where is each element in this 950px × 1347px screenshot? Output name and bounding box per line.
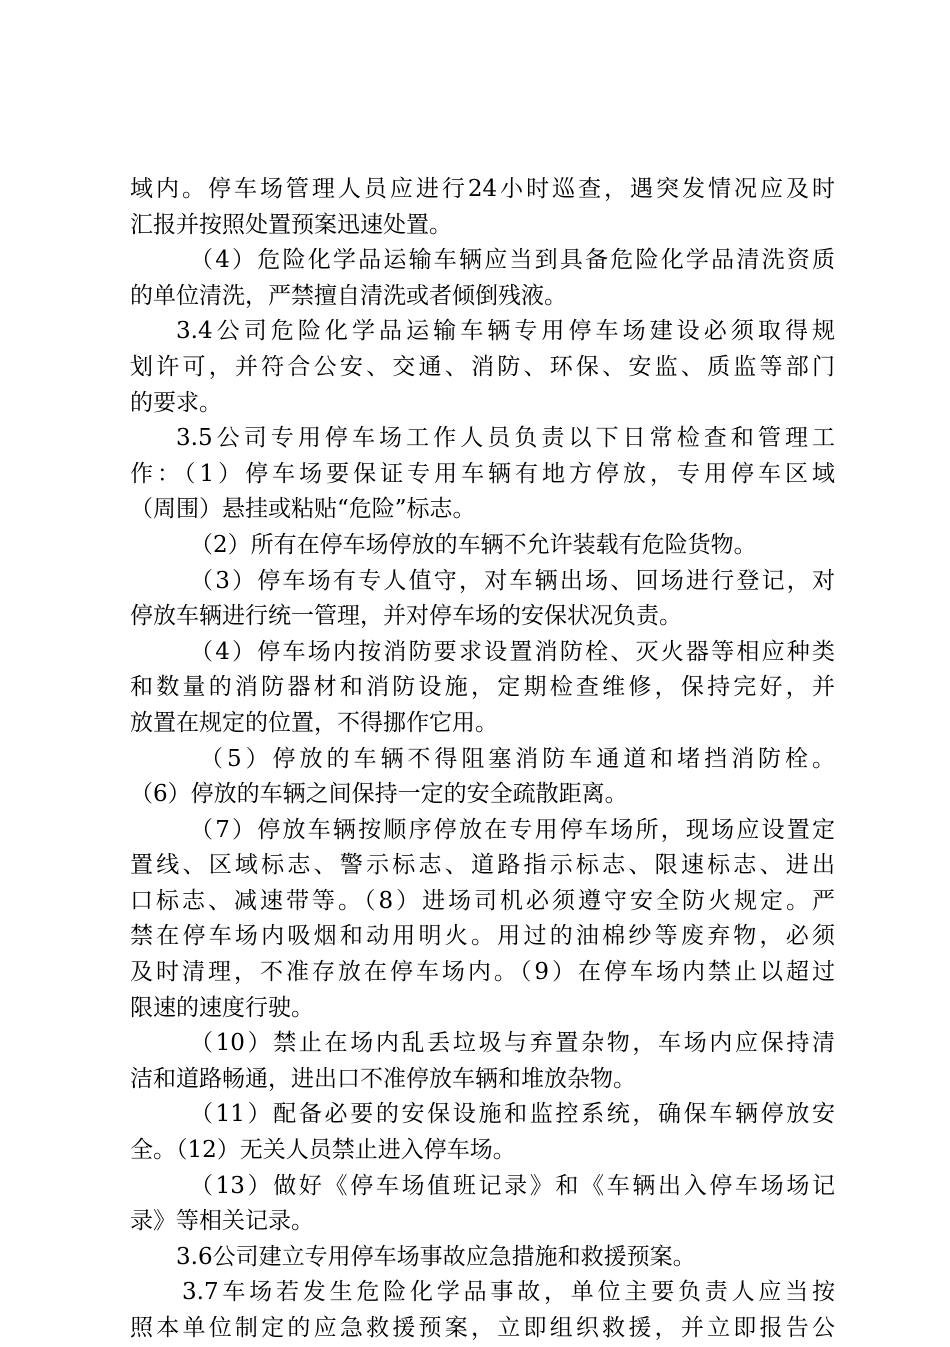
text-line: （5）停放的车辆不得阻塞消防车通道和堵挡消防栓。 bbox=[200, 745, 835, 772]
text-line: 和数量的消防器材和消防设施，定期检查维修，保持完好，并 bbox=[130, 674, 835, 701]
text-line: （4）停车场内按消防要求设置消防栓、灭火器等相应种类 bbox=[190, 638, 835, 665]
text-line: 限速的速度行驶。 bbox=[130, 994, 314, 1021]
text-line: 3.7车场若发生危险化学品事故，单位主要负责人应当按 bbox=[182, 1279, 835, 1306]
text-line: 的要求。 bbox=[130, 389, 222, 416]
text-line: 3.6公司建立专用停车场事故应急措施和救援预案。 bbox=[176, 1243, 696, 1270]
text-line: 洁和道路畅通，进出口不准停放车辆和堆放杂物。 bbox=[130, 1065, 636, 1092]
text-line: 停放车辆进行统一管理，并对停车场的安保状况负责。 bbox=[130, 603, 682, 630]
text-line: （13）做好《停车场值班记录》和《车辆出入停车场场记 bbox=[190, 1172, 835, 1199]
text-line: 禁在停车场内吸烟和动用明火。用过的油棉纱等废弃物，必须 bbox=[130, 923, 835, 950]
text-line: （11）配备必要的安保设施和监控系统，确保车辆停放安 bbox=[190, 1101, 835, 1128]
text-line: （10）禁止在场内乱丢垃圾与弃置杂物，车场内应保持清 bbox=[190, 1030, 835, 1057]
text-line: 作：（1）停车场要保证专用车辆有地方停放，专用停车区域 bbox=[130, 460, 835, 487]
text-line: （4）危险化学品运输车辆应当到具备危险化学品清洗资质 bbox=[190, 247, 835, 274]
text-line: 录》等相关记录。 bbox=[130, 1208, 314, 1235]
text-line: 照本单位制定的应急救援预案，立即组织救援，并立即报告公 bbox=[130, 1315, 835, 1341]
text-line: 及时清理，不准存放在停车场内。（9）在停车场内禁止以超过 bbox=[130, 959, 835, 986]
text-line: 3.5公司专用停车场工作人员负责以下日常检查和管理工 bbox=[176, 425, 835, 452]
text-line: 3.4公司危险化学品运输车辆专用停车场建设必须取得规 bbox=[176, 318, 835, 345]
text-line: 口标志、减速带等。（8）进场司机必须遵守安全防火规定。严 bbox=[130, 887, 835, 914]
text-line: 全。（12）无关人员禁止进入停车场。 bbox=[130, 1137, 516, 1164]
text-line: （7）停放车辆按顺序停放在专用停车场所，现场应设置定 bbox=[190, 816, 835, 843]
text-line: 放置在规定的位置，不得挪作它用。 bbox=[130, 709, 498, 736]
text-line: （3）停车场有专人值守，对车辆出场、回场进行登记，对 bbox=[190, 567, 835, 594]
text-line: 划许可，并符合公安、交通、消防、环保、安监、质监等部门 bbox=[130, 353, 835, 380]
text-line: 域内。停车场管理人员应进行24小时巡查，遇突发情况应及时 bbox=[130, 176, 835, 202]
text-line: （周围）悬挂或粘贴“危险”标志。 bbox=[130, 496, 476, 523]
text-line: 置线、区域标志、警示标志、道路指示标志、限速标志、进出 bbox=[130, 852, 835, 879]
text-line: 的单位清洗，严禁擅自清洗或者倾倒残液。 bbox=[130, 282, 567, 309]
document-page bbox=[130, 172, 835, 1347]
text-line: （6）停放的车辆之间保持一定的安全疏散距离。 bbox=[130, 781, 628, 808]
text-line: 汇报并按照处置预案迅速处置。 bbox=[130, 211, 452, 238]
text-line: （2）所有在停车场停放的车辆不允许装载有危险货物。 bbox=[190, 531, 757, 558]
